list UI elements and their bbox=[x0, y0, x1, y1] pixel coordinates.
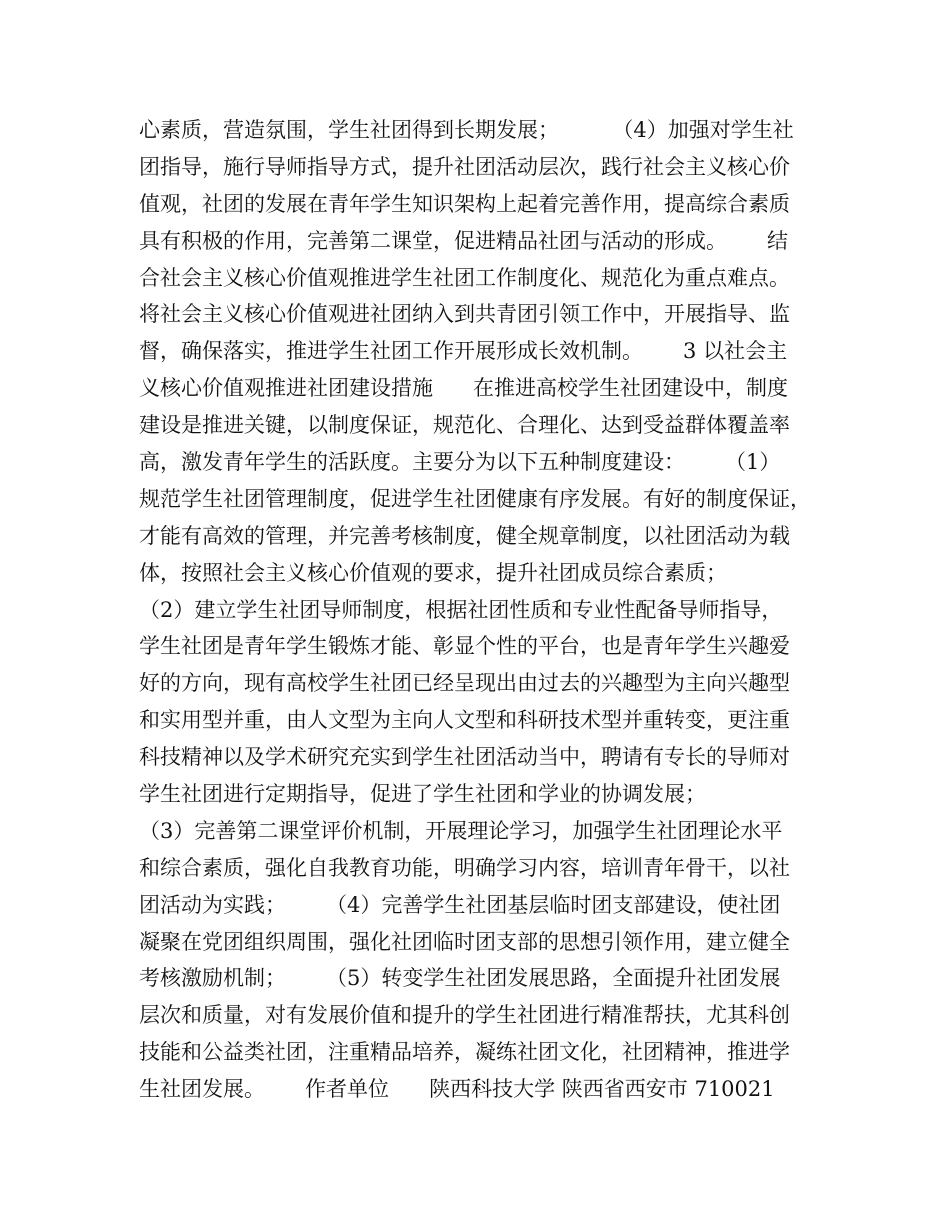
text-line: 建设是推进关键，以制度保证，规范化、合理化、达到受益群体覆盖率 bbox=[139, 413, 790, 438]
text-line: 和综合素质，强化自我教育功能，明确学习内容，培训青年骨干，以社 bbox=[139, 855, 790, 880]
text-line: 规范学生社团管理制度，促进学生社团健康有序发展。有好的制度保证， bbox=[139, 486, 811, 511]
document-body bbox=[139, 112, 819, 1108]
text-line: 团活动为实践； （4）完善学生社团基层临时团支部建设，使社团 bbox=[139, 892, 781, 917]
text-line: 具有积极的作用，完善第二课堂，促进精品社团与活动的形成。 结 bbox=[139, 228, 789, 253]
text-line: 才能有高效的管理，并完善考核制度，健全规章制度，以社团活动为载 bbox=[139, 523, 790, 548]
text-line: 考核激励机制； （5）转变学生社团发展思路，全面提升社团发展 bbox=[139, 966, 781, 991]
text-line: 和实用型并重，由人文型为主向人文型和科研技术型并重转变，更注重 bbox=[139, 708, 790, 733]
text-line: 生社团发展。 作者单位 陕西科技大学 陕西省西安市 710021 bbox=[139, 1077, 775, 1102]
text-line: 学生社团进行定期指导，促进了学生社团和学业的协调发展； bbox=[139, 782, 706, 807]
text-line: 将社会主义核心价值观进社团纳入到共青团引领工作中，开展指导、监 bbox=[139, 302, 790, 327]
text-line: 义核心价值观推进社团建设措施 在推进高校学生社团建设中，制度 bbox=[139, 376, 789, 401]
text-line: 合社会主义核心价值观推进学生社团工作制度化、规范化为重点难点。 bbox=[139, 265, 790, 290]
text-line: （2）建立学生社团导师制度，根据社团性质和专业性配备导师指导， bbox=[139, 597, 783, 622]
text-line: 科技精神以及学术研究充实到学生社团活动当中，聘请有专长的导师对 bbox=[139, 745, 790, 770]
text-line: 督，确保落实，推进学生社团工作开展形成长效机制。 3 以社会主 bbox=[139, 339, 788, 364]
text-line: 值观，社团的发展在青年学生知识架构上起着完善作用，提高综合素质 bbox=[139, 191, 790, 216]
text-line: 体，按照社会主义核心价值观的要求，提升社团成员综合素质； bbox=[139, 560, 727, 585]
text-line: 技能和公益类社团，注重精品培养，凝练社团文化，社团精神，推进学 bbox=[139, 1040, 790, 1065]
text-line: （3）完善第二课堂评价机制，开展理论学习，加强学生社团理论水平 bbox=[139, 818, 783, 843]
text-line: 凝聚在党团组织周围，强化社团临时团支部的思想引领作用，建立健全 bbox=[139, 929, 790, 954]
text-line: 高，激发青年学生的活跃度。主要分为以下五种制度建设： （1） bbox=[139, 450, 781, 475]
text-line: 好的方向，现有高校学生社团已经呈现出由过去的兴趣型为主向兴趣型 bbox=[139, 671, 790, 696]
text-line: 心素质，营造氛围，学生社团得到长期发展； （4）加强对学生社 bbox=[139, 118, 794, 142]
text-line: 学生社团是青年学生锻炼才能、彰显个性的平台，也是青年学生兴趣爱 bbox=[139, 634, 790, 659]
text-line: 层次和质量，对有发展价值和提升的学生社团进行精准帮扶，尤其科创 bbox=[139, 1003, 790, 1028]
text-line: 团指导，施行导师指导方式，提升社团活动层次，践行社会主义核心价 bbox=[139, 154, 790, 179]
